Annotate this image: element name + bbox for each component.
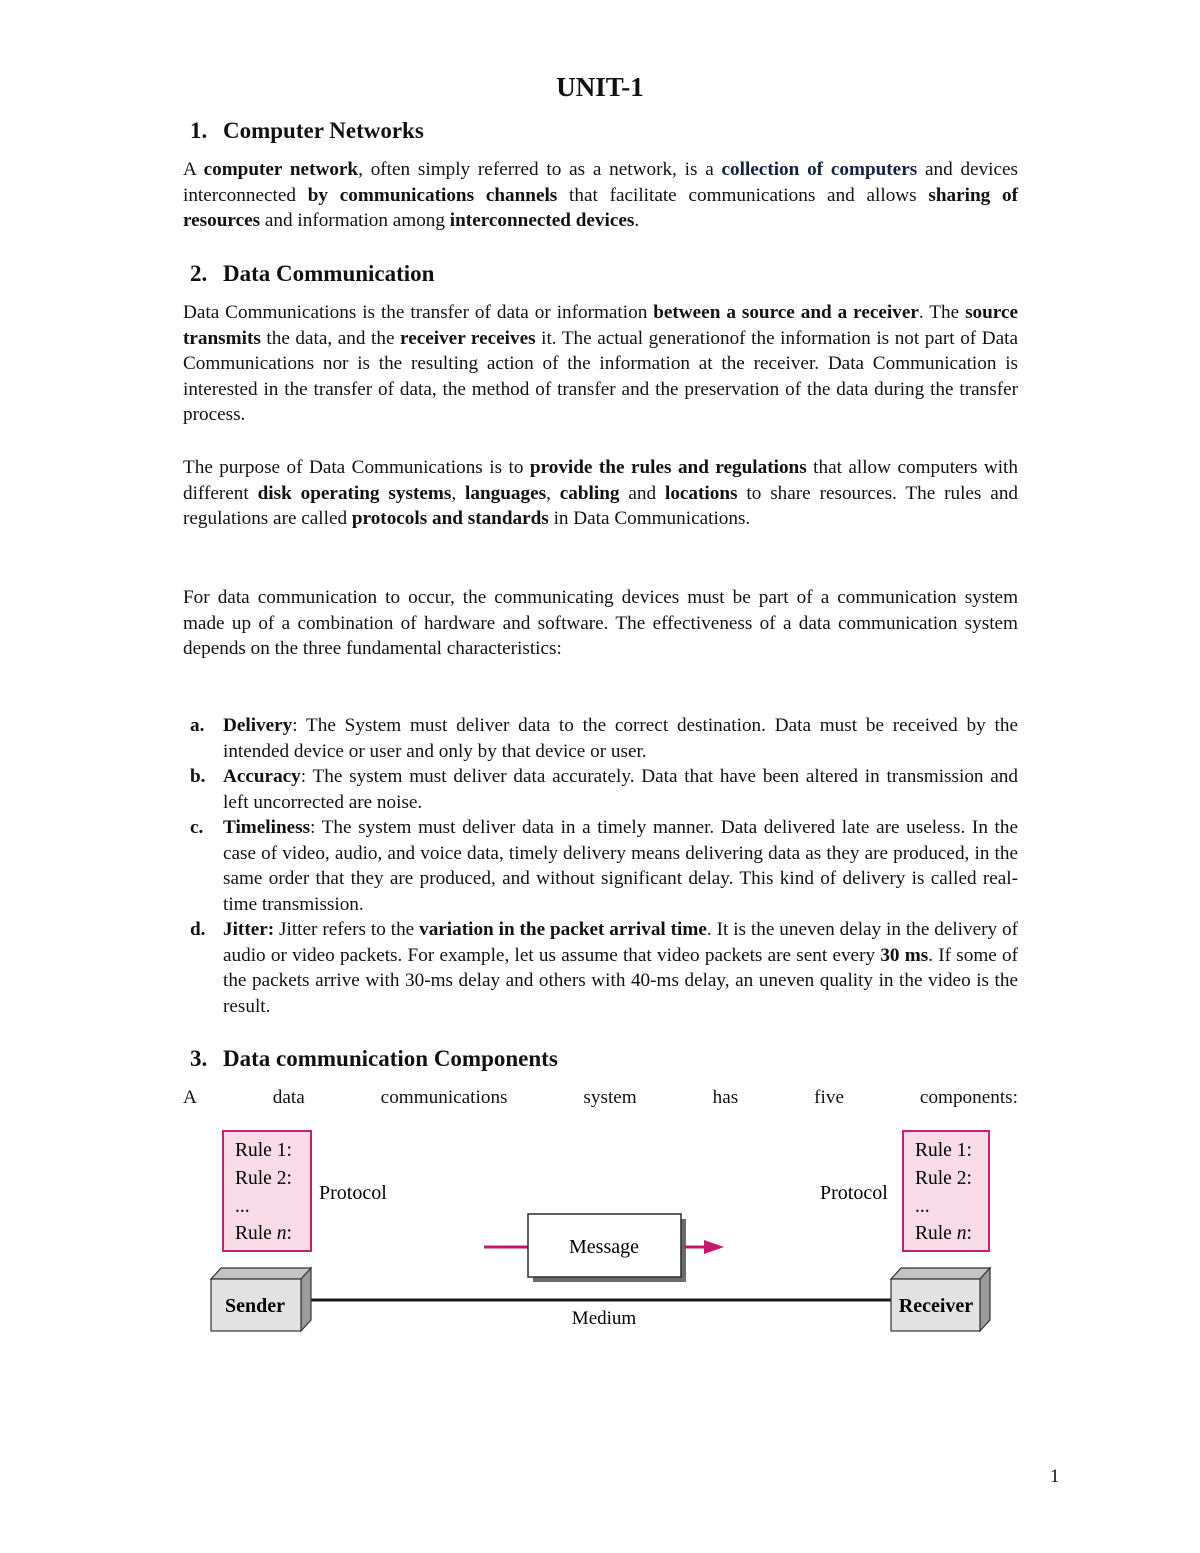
text-run: and bbox=[619, 482, 665, 504]
receiver-protocol-label: Protocol bbox=[820, 1182, 888, 1204]
bold-term: interconnected devices bbox=[449, 210, 635, 231]
message-label: Message bbox=[569, 1236, 639, 1258]
bold-term: Timeliness bbox=[223, 817, 311, 838]
sender-label: Sender bbox=[225, 1295, 285, 1317]
bold-term: receiver receives bbox=[400, 327, 536, 349]
bold-term: cabling bbox=[559, 482, 620, 504]
word: A bbox=[183, 1087, 197, 1108]
text-run: : The system must deliver data in a timely manner. Data delivered late are useless. In the case of video, audio, and voice data, timely delivery means delivering data as they are produced, in the same order that they are produced, and without significant delay. This kind of delivery is called real-time transmission. bbox=[223, 817, 1018, 915]
rule-n-suffix: : bbox=[286, 1223, 292, 1244]
text-run: . bbox=[634, 210, 640, 231]
text-run: , bbox=[451, 482, 466, 504]
bold-term: locations bbox=[664, 482, 738, 504]
text-run: , bbox=[546, 482, 560, 504]
bold-term: provide the rules and regulations bbox=[529, 457, 807, 478]
section-number: 1. bbox=[190, 118, 208, 143]
receiver-box-top bbox=[891, 1268, 990, 1279]
rule-n-label bbox=[915, 1223, 972, 1244]
bold-term: Delivery bbox=[223, 715, 293, 736]
text-run: . It is the uneven delay in the delivery of audio or video packets. For example, let us assume that video packets are sent every bbox=[223, 919, 1018, 966]
section-2-paragraph-3: For data communication to occur, the communicating devices must be part of a communication system made up of a combination of hardware and software. The effectiveness of a data communication system depends on the three fundamental characteristics: bbox=[183, 587, 1018, 659]
text-run: : The System must deliver data to the correct destination. Data must be received by the intended device or user and only by that device or user. bbox=[223, 715, 1018, 762]
message-arrow-head bbox=[704, 1240, 724, 1254]
text-run: it. The actual generationof the information is not part of Data Communications nor is the resulting action of the information at the receiver. Data Communication is interested in the transfer of data, the method of transfer and the preservation of the data during the transfer process. bbox=[183, 327, 1018, 425]
word: system bbox=[583, 1087, 637, 1108]
bold-term: between a source and a receiver bbox=[653, 302, 919, 323]
rule-ellipsis: ... bbox=[915, 1196, 930, 1217]
word: data bbox=[272, 1087, 305, 1108]
rule-1-label: Rule 1: bbox=[915, 1140, 972, 1161]
text-run: The purpose of Data Communications is to bbox=[183, 457, 530, 478]
rule-n-var: n bbox=[276, 1223, 287, 1244]
rule-2-label: Rule 2: bbox=[235, 1168, 292, 1189]
bold-term: source transmits bbox=[183, 302, 1018, 349]
rule-1-label: Rule 1: bbox=[235, 1140, 292, 1161]
bold-term: disk operating systems bbox=[257, 482, 452, 504]
medium-label: Medium bbox=[571, 1308, 637, 1329]
receiver-label: Receiver bbox=[898, 1295, 974, 1317]
section-title: Computer Networks bbox=[223, 118, 424, 143]
bold-term: languages bbox=[465, 482, 547, 504]
bold-term: collection of computers bbox=[721, 159, 918, 180]
rule-n-label bbox=[235, 1223, 292, 1244]
rule-n-prefix: Rule bbox=[235, 1223, 277, 1244]
text-run: the data, and the bbox=[260, 327, 401, 349]
page-title: UNIT-1 bbox=[556, 72, 644, 102]
text-run: . The bbox=[918, 302, 966, 323]
list-marker: b. bbox=[190, 766, 206, 787]
section-title: Data communication Components bbox=[223, 1046, 558, 1071]
section-title: Data Communication bbox=[223, 261, 435, 286]
text-run: and devices interconnected bbox=[183, 159, 1018, 206]
rule-ellipsis: ... bbox=[235, 1196, 250, 1217]
section-number: 2. bbox=[190, 261, 208, 286]
list-marker: d. bbox=[190, 919, 206, 940]
bold-term: by communications channels bbox=[307, 184, 558, 206]
word: components: bbox=[919, 1087, 1018, 1108]
text-run: that facilitate communications and allows bbox=[557, 184, 929, 206]
text-run: that allow computers with different bbox=[183, 457, 1018, 504]
rule-n-prefix: Rule bbox=[915, 1223, 957, 1244]
bold-term: Jitter: bbox=[223, 919, 275, 940]
text-run: : The system must deliver data accurately. Data that have been altered in transmission and left uncorrected are noise. bbox=[223, 766, 1018, 813]
text-run: in Data Communications. bbox=[548, 508, 751, 529]
text-run: Jitter refers to the bbox=[274, 919, 420, 940]
text-run: Data Communications is the transfer of data or information bbox=[183, 302, 654, 323]
word: communications bbox=[380, 1087, 508, 1108]
text-run: and information among bbox=[260, 210, 450, 231]
word: five bbox=[814, 1087, 844, 1108]
list-marker: a. bbox=[190, 715, 205, 736]
bold-term: variation in the packet arrival time bbox=[419, 919, 707, 940]
bold-term: Accuracy bbox=[223, 766, 301, 787]
rule-n-suffix: : bbox=[966, 1223, 972, 1244]
receiver-box-side bbox=[980, 1268, 990, 1331]
bold-term: computer network bbox=[203, 159, 359, 180]
text-run: , often simply referred to as a network, is a bbox=[358, 159, 722, 180]
bold-term: protocols and standards bbox=[351, 508, 549, 529]
rule-2-label: Rule 2: bbox=[915, 1168, 972, 1189]
word: has bbox=[712, 1087, 739, 1108]
bold-term: sharing of resources bbox=[183, 184, 1019, 231]
sender-box-side bbox=[301, 1268, 311, 1331]
sender-box-top bbox=[211, 1268, 311, 1279]
text-run: . If some of the packets arrive with 30-ms delay and others with 40-ms delay, an uneven quality in the video is the result. bbox=[223, 944, 1019, 1017]
page-number: 1 bbox=[1050, 1466, 1060, 1487]
section-number: 3. bbox=[190, 1046, 208, 1071]
sender-protocol-label: Protocol bbox=[319, 1182, 387, 1204]
text-run: A bbox=[183, 159, 204, 180]
list-marker: c. bbox=[190, 817, 204, 838]
rule-n-var: n bbox=[956, 1223, 967, 1244]
text-run: to share resources. The rules and regulations are called bbox=[183, 482, 1019, 529]
bold-term: 30 ms bbox=[880, 944, 929, 966]
